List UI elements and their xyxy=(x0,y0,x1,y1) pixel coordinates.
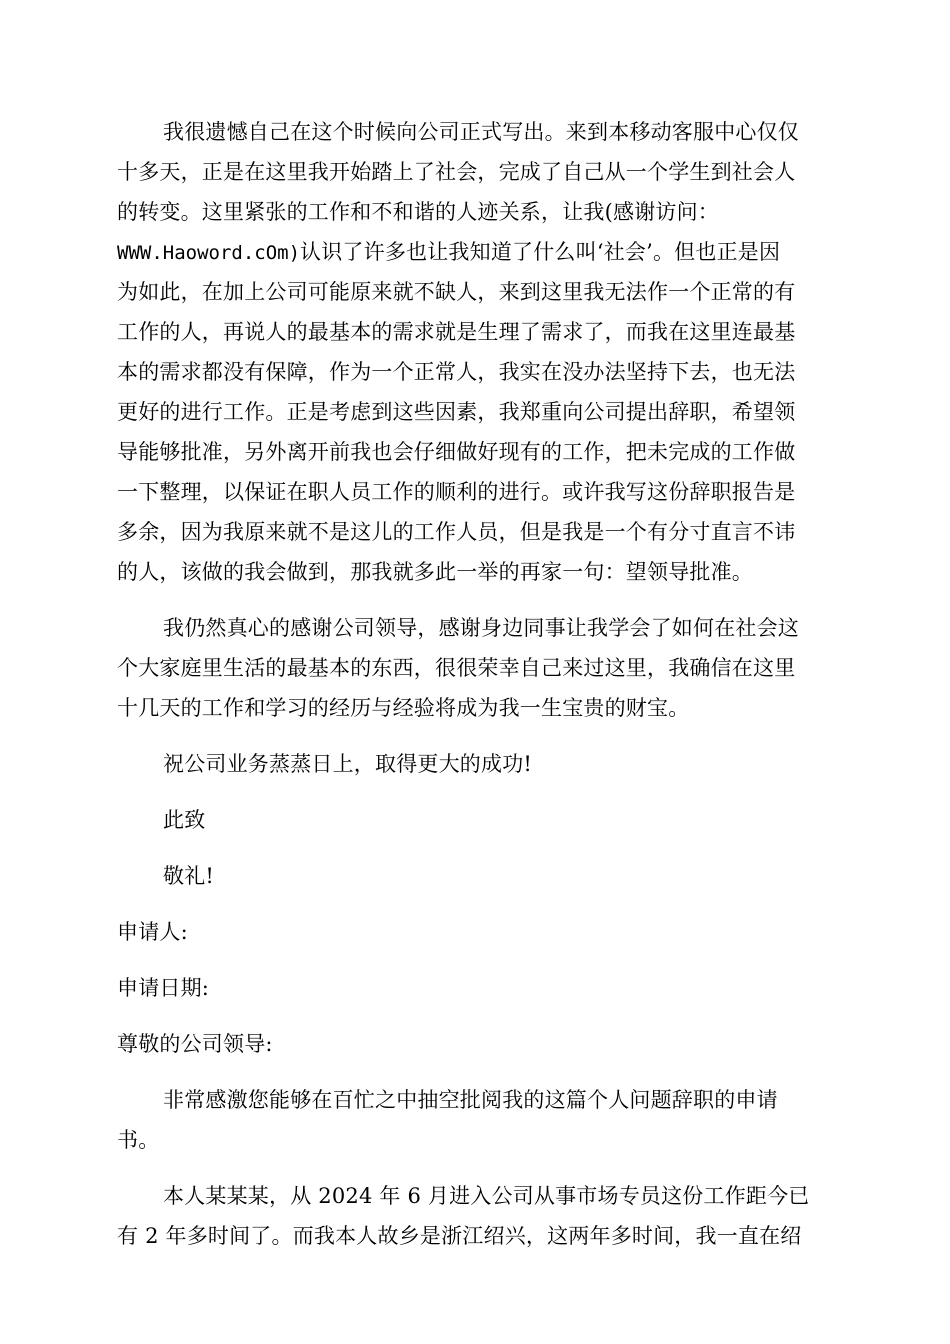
paragraph-1-line: 的人，该做的我会做到，那我就多此一举的再家一句：望领导批准。 xyxy=(117,560,753,584)
paragraph-1-line: 导能够批准，另外离开前我也会仔细做好现有的工作，把未完成的工作做 xyxy=(117,440,796,464)
paragraph-1-line: 多余，因为我原来就不是这儿的工作人员，但是我是一个有分寸直言不讳 xyxy=(117,520,796,544)
paragraph-3-line: 书。 xyxy=(117,1128,160,1152)
salutation: 尊敬的公司领导: xyxy=(117,1032,273,1056)
wish-line: 祝公司业务蒸蒸日上，取得更大的成功! xyxy=(163,752,533,776)
date-label: 申请日期: xyxy=(117,976,210,1000)
paragraph-1-line: 为如此，在加上公司可能原来就不缺人，来到这里我无法作一个正常的有 xyxy=(117,280,796,304)
paragraph-1-line: 我很遗憾自己在这个时候向公司正式写出。来到本移动客服中心仅仅 xyxy=(163,120,799,144)
applicant-label: 申请人: xyxy=(117,920,188,944)
paragraph-1-text: 认识了许多也让我知道了什么叫‘社会’。但也正是因 xyxy=(300,240,781,264)
paragraph-1-line: 工作的人，再说人的最基本的需求就是生理了需求了，而我在这里连最基 xyxy=(117,320,796,344)
paragraph-1-line: 十多天，正是在这里我开始踏上了社会，完成了自己从一个学生到社会人 xyxy=(117,160,796,184)
closing-jingli: 敬礼! xyxy=(163,864,215,888)
paragraph-3-line: 非常感激您能够在百忙之中抽空批阅我的这篇个人问题辞职的申请 xyxy=(163,1088,778,1112)
url-text: WWW.Haoword.cOm) xyxy=(117,242,301,264)
paragraph-4-line: 本人某某某，从 2024 年 6 月进入公司从事市场专员这份工作距今已 xyxy=(163,1184,810,1208)
paragraph-1-line: 本的需求都没有保障，作为一个正常人，我实在没办法坚持下去，也无法 xyxy=(117,360,796,384)
paragraph-1-line xyxy=(117,237,837,267)
paragraph-1-line: 更好的进行工作。正是考虑到这些因素，我郑重向公司提出辞职，希望领 xyxy=(117,400,796,424)
paragraph-2-line: 我仍然真心的感谢公司领导，感谢身边同事让我学会了如何在社会这 xyxy=(163,616,799,640)
paragraph-4-line: 有 2 年多时间了。而我本人故乡是浙江绍兴，这两年多时间，我一直在绍 xyxy=(117,1224,802,1248)
paragraph-1-line: 的转变。这里紧张的工作和不和谐的人迹关系，让我(感谢访问： xyxy=(117,200,719,224)
closing-cizhi: 此致 xyxy=(163,808,206,832)
paragraph-2-line: 个大家庭里生活的最基本的东西，很很荣幸自己来过这里，我确信在这里 xyxy=(117,656,796,680)
paragraph-2-line: 十几天的工作和学习的经历与经验将成为我一生宝贵的财宝。 xyxy=(117,696,690,720)
paragraph-1-line: 一下整理，以保证在职人员工作的顺利的进行。或许我写这份辞职报告是 xyxy=(117,480,796,504)
